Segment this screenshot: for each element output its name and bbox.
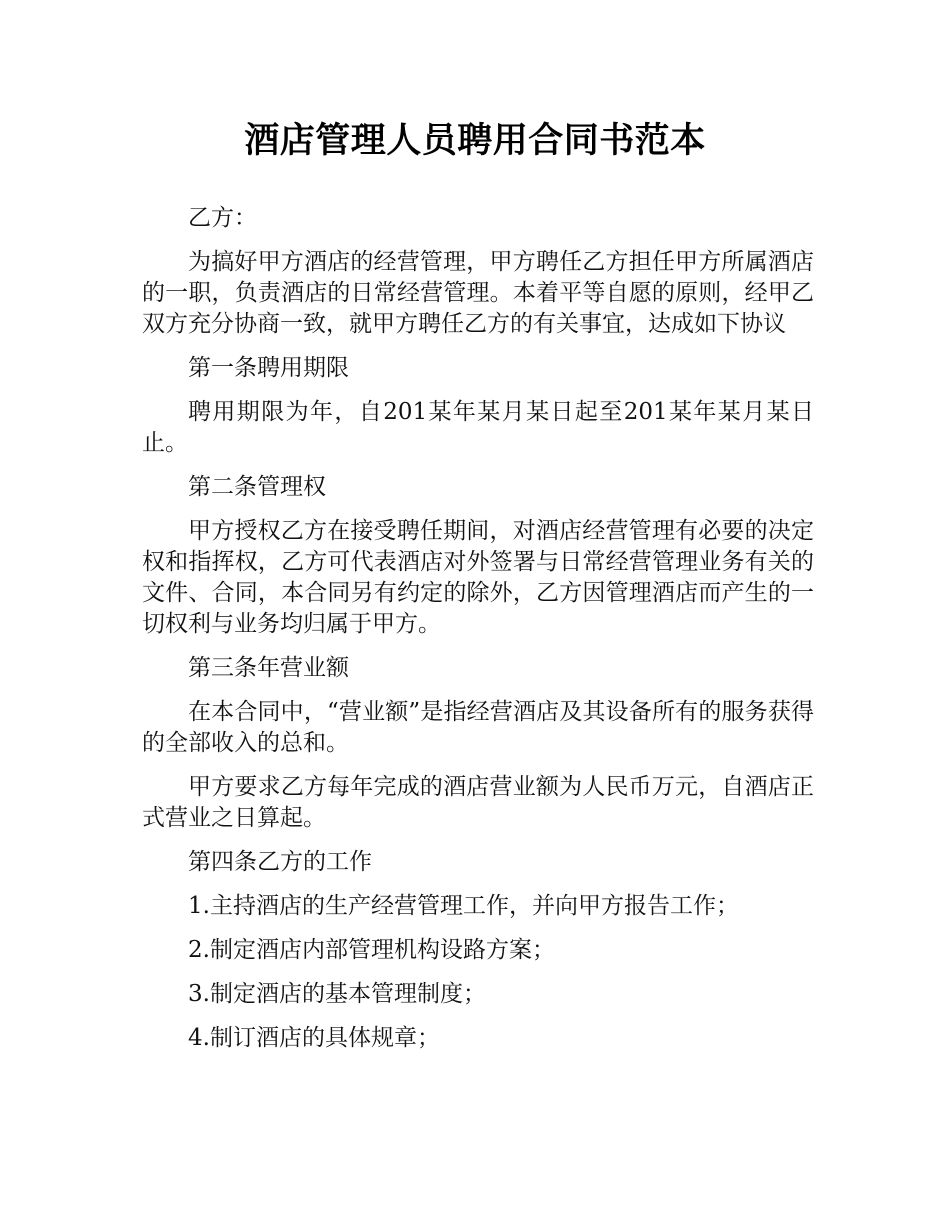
article-1-heading: 第一条聘用期限 — [188, 355, 349, 381]
article-1-text: 聘用期限为年，自201某年某月某日起至201某年某月某日止。 — [142, 399, 814, 456]
article-4-heading: 第四条乙方的工作 — [188, 849, 372, 875]
document-body — [142, 203, 814, 1067]
party-b-line: 乙方： — [188, 205, 257, 231]
article-4-item-1: 1.主持酒店的生产经营管理工作，并向甲方报告工作； — [188, 893, 739, 919]
article-3-text-1: 在本合同中，“营业额”是指经营酒店及其设备所有的服务获得的全部收入的总和。 — [142, 699, 814, 756]
article-3-text-2: 甲方要求乙方每年完成的酒店营业额为人民币万元，自酒店正式营业之日算起。 — [142, 774, 814, 831]
document-title: 酒店管理人员聘用合同书范本 — [244, 121, 706, 161]
article-4-item-4: 4.制订酒店的具体规章； — [188, 1025, 440, 1051]
article-2-text: 甲方授权乙方在接受聘任期间，对酒店经营管理有必要的决定权和指挥权，乙方可代表酒店对外签署与日常经营管理业务有关的文件、合同，本合同另有约定的除外，乙方因管理酒店而产生的一切权利与业务均归属于甲方。 — [142, 518, 814, 637]
article-2-heading: 第二条管理权 — [188, 474, 326, 500]
preamble-paragraph: 为搞好甲方酒店的经营管理，甲方聘任乙方担任甲方所属酒店的一职，负责酒店的日常经营管理。本着平等自愿的原则，经甲乙双方充分协商一致，就甲方聘任乙方的有关事宜，达成如下协议 — [142, 249, 814, 337]
article-4-item-2: 2.制定酒店内部管理机构设路方案； — [188, 937, 555, 963]
article-3-heading: 第三条年营业额 — [188, 655, 349, 681]
article-4-item-3: 3.制定酒店的基本管理制度； — [188, 981, 486, 1007]
